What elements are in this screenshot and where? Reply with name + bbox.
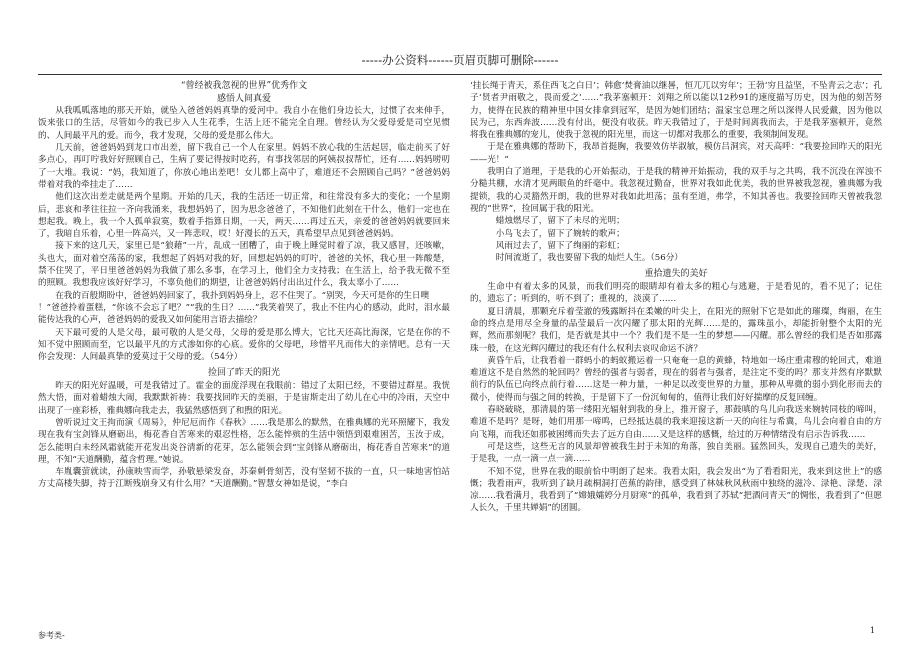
essay2-paragraph: 曾听说过文王拘而演《周易》，仲尼厄而作《春秋》……我是那么的默然，在雅典娜的光环照耀下，我发现在我有宝剑锋从磨砺出，梅花香自苦寒来的艰忍性格，怎么能悴殡的生活中领悟到艰难困苦，玉汝于成，怎么能明白未经风霜就能开花发出炎谷清新的花芽，怎么能领会到“宝剑锋从磨砺出，梅花香自苦寒来”的道理，不知“天道酬勤，蕴含哲理。”她说。 xyxy=(38,417,450,465)
essay1-paragraph: 在我的百般期盼中，爸爸妈妈回家了，我扑到妈妈身上，忍不住哭了。“别哭，今天可是你的生日噢 xyxy=(55,290,430,301)
essay3-paragraph: 夏日清晨，那颗充斥着莹澈的残露断抖在柔嫩的叶尖上，在阳光的照射下它是如此的璀璨，绚丽，在生命的终点是用尽全身量的品莹最后一次闪耀了那太阳的光辉……是的，露珠虽小，却能折射整个太阳的光辉，然而那刻呢？我们，是否就是其中一个？我们是不是一生的梦想——闪耀。那么曾经的我们是否如那露珠一般，在这光辉闪耀过的我还有什么权利去哀叹命运不济？ xyxy=(470,306,882,354)
right-column xyxy=(470,80,882,515)
essay1-subtitle: 感悟人间真爱 xyxy=(216,93,271,104)
essay2-paragraph: 昨天的阳光好温暖，可是我错过了。霍金的面庞浮现在我眼前：错过了太阳已经，不要错过群星。我恍然大悟，面对着蜡烛大闹，我默默祈祷：我要找回昨天的美丽，于是宙斯走出了幼儿在心中的冷雨，天空中出现了一座彩桥，雅典娜向我走去，我猛然感悟到了和煦的阳光。 xyxy=(38,381,450,416)
page-header: -----办公资料------页眉页脚可删除------ xyxy=(361,53,559,67)
poem-line: 风雨过去了，留下了绚丽的彩虹； xyxy=(495,240,625,251)
essay1-paragraph: 几天前，爸爸妈妈到龙口市出差，留下我自己一个人在家里。妈妈不放心我的生活起居，临走前买了好多点心，再叮咛我好好照顾自己，生病了要记得按时吃药，有事找邻居的阿姨叔叔帮忙，还有……妈妈唠叨了一大堆。我说：“妈，我知道了，你放心地出差吧！女儿都上高中了，难道还不会照顾自己吗？”爸爸妈妈带着对我的牵挂走了…… xyxy=(38,143,450,190)
essay2-paragraph: 我明白了道理，于是我的心开始振动，于是我的精神开始振动，我的双手与之共鸣，我不沉没在浑浊不分糙共棚，水清才见两眼鱼的纤毫中。我忽视过勤奋，世界对我如此优美，我的世界被我忽视，雅典娜为我提锁，我的心灵豁然开朗，我的世界对我如此坦荡；虽有至道，弗学，不知其善也。我要捡回昨天曾被我忽视的“世界”，捡回属于我的阳光。 xyxy=(470,167,882,214)
essay1-paragraph: 从我呱呱落地的那天开始，就坠入爸爸妈妈真挚的爱河中。我自小在他们身边长大，过惯了衣来伸手，饭来张口的生活，尽管如今的我已步入人生花季，生活上还不能完全自理。曾经认为父爱母爱是司空见惯的、人间最平凡的爱。而今，我才发现，父母的爱是那么伟大。 xyxy=(38,106,450,141)
left-column xyxy=(38,80,450,491)
essay3-paragraph: 不知不觉，世界在我的眼前恰中明朗了起来。我看太阳，我会发出“为了看看阳光，我来到这世上”的感慨；我看雨声，我听到了缺月疏桐洞打芭蕉的韵律，感受到了林妹秋风秋雨中独绕的滋冷、渌艳、渌楚、渌凉……我看满月，我看到了“嫦娥孀婷分月厨寒”的孤单，我看到了苏轼“把酒问青天”的惆怅，我看到了“但愿人长久，千里共婵娟”的团圆。 xyxy=(470,466,882,514)
essay2-paragraph: 车胤囊萤就读，孙康映雪而学，孙敬悬梁发奋，苏秦刺骨刻苦，没有坚韧不拔的一直，只一味地害怕站方丈高楼失脚，持于江断残崩身又有什么用？“天道酬勤。”智慧女神如是说，“李白 xyxy=(38,467,450,490)
header-rule xyxy=(38,74,882,75)
footer-label: 参考类- xyxy=(38,631,65,640)
essay2-paragraph: 于是在雅典娜的帮助下，我昂首挺胸，我要效仿毕淑敏，模仿吕洞宾，对天高呼：“我要捡回昨天的阳光——光！” xyxy=(470,142,882,165)
essay2-paragraph: ‘挂长绳于青天，系住西飞之白日’；韩愈‘焚膏油以继晷，恒兀兀以穷年’；王勃‘穷且益坚，不坠青云之志’；孔子‘贤者尹雨敬之，畏而爱之’……”我茅塞顿开：刘翔之所以能以12秒91的速度描写历史，因为他的刻苦努力，使得在民族的精神里中国女排拿到冠军，是因为她们团结；温家宝总理之所以深得人民爱戴，因为他以民为己，东西奔波……没有付出，便没有收获。昨天我错过了，于是时间离我而去，于是我茅塞顿开，竟然将我在雅典娜的宠儿，使我于忽视的阳光里，而这一切都对我那么的重要，我须制间发现。 xyxy=(470,81,882,141)
essay1-paragraph: 接下来的这几天，家里已是“狼藉”一片，乱成一团糟了，由于晚上睡觉时着了凉，我又感冒，还咳嗽，头也大，面对着空荡荡的家，我想起了妈妈对我的好，回想起妈妈的叮咛，爸爸的关怀，我心里一阵酸楚，禁不住哭了，平日里爸爸妈妈为我做了那么多事，在学习上，他们全力支持我；在生活上，给予我无微不至的照顾。我想我应该好好学习，不辜负他们的期望，让爸爸妈妈付出出过什么，我太辜小了…… xyxy=(38,241,450,289)
essay1-paragraph: 天下最可爱的人是父母，最可敬的人是父母，父母的爱是那么博大，它比天还高比海深，它是在你的不知不觉中照顾而至，它以最平凡的方式渗如你的心底。爱你的父母吧，珍惜平凡而伟大的亲情吧。总有一天你会发现：人间最真挚的爱莫过于父母的爱。（54分） xyxy=(38,327,450,363)
essay3-paragraph: 生命中有着太多的风景，而我们明亮的眼睛却有着太多的粗心与逃避，于是看见的，看不见了；记住的，遗忘了；听到的，听不到了；重视的，淡漠了…… xyxy=(470,282,882,305)
essay3-title: 重拾遗失的美好 xyxy=(644,269,708,280)
essay3-paragraph: 可是这些，这些无言的风景却曾被我生封于未知的角落，独自美丽。猛然回头，发现自己遗失的美好，于是我，一点一滴一点一滴…… xyxy=(470,441,882,465)
poem-line: 时间流逝了，我也要留下我的灿烂人生。（56分） xyxy=(495,253,683,264)
page-number: 1 xyxy=(870,626,876,635)
essay1-title: “曾经被我忽视的世界”优秀作文 xyxy=(180,81,308,91)
poem-line: 蜡烛燃尽了，留下了未尽的光明； xyxy=(495,216,625,227)
essay2-title: 捡回了昨天的阳光 xyxy=(207,368,280,379)
essay1-paragraph: ！”爸爸拎着蛋糕，“你该不会忘了吧？”“我的生日？……”我笑着哭了，我止不住内心的感动，此时，泪水最能传达我的心声，爸爸妈妈的爱我又如何能用言语去描绘？ xyxy=(38,302,450,326)
essay1-paragraph: 他们这次出差走就是两个星期。开始的几天，我的生活还一切正常，和往常没有多大的变化；一个星期后，悲哀和孝往往拉一齐向我涌来，我想妈妈了，因为思念爸爸了，不知他们此刻在干什么，他们一定也在想起我。晚上，我一个人孤单寂寞，数着手指算日期，一天，两天……再过五天，亲爱的爸爸妈妈就要回来了，我暗自乐着，心里一阵高兴，又一阵悲叹，哎！好漫长的五天，真希望早点见到爸爸妈妈。 xyxy=(38,192,450,240)
essay3-paragraph: 黄昏午后，让我看着一群蚂小的蚂蚁搬运着一只奄奄一息的黄蜂，特地如一场庄重肃穆的轮回式，难道难道这不是自然然的轮回吗？曾经的强者与弱者，现在的弱者与强者，是注定不变的吗？那支并然有序默默前行的队伍已向终点前行着……这是一种力量，一种足以改变世界的力量，那种从卑微的弱小到化形而去的微小，使得而与强之间的转换，于是留下了一份沉甸甸的，值得让我们好好揣摩的反复回缠。 xyxy=(470,355,882,403)
essay3-paragraph: 春晓破晓，那清晨的第一缕阳光辐射到我的身上，推开窗子，那鼓嗔的鸟儿向我送来婉转同枝的啼叫，难道不是吗？是呀，她们用那一啼鸣，已经抵达晨的我来迎接这新一天的向往与希冀，鸟儿会向着自由的方向飞翔，而我还如那被困缚而失去了远方自由……又是这样的感慨，给过的万种情绪没有启示告诉我…… xyxy=(470,405,882,440)
poem-line: 小鸟飞去了，留下了婉转的歌声； xyxy=(495,228,625,239)
